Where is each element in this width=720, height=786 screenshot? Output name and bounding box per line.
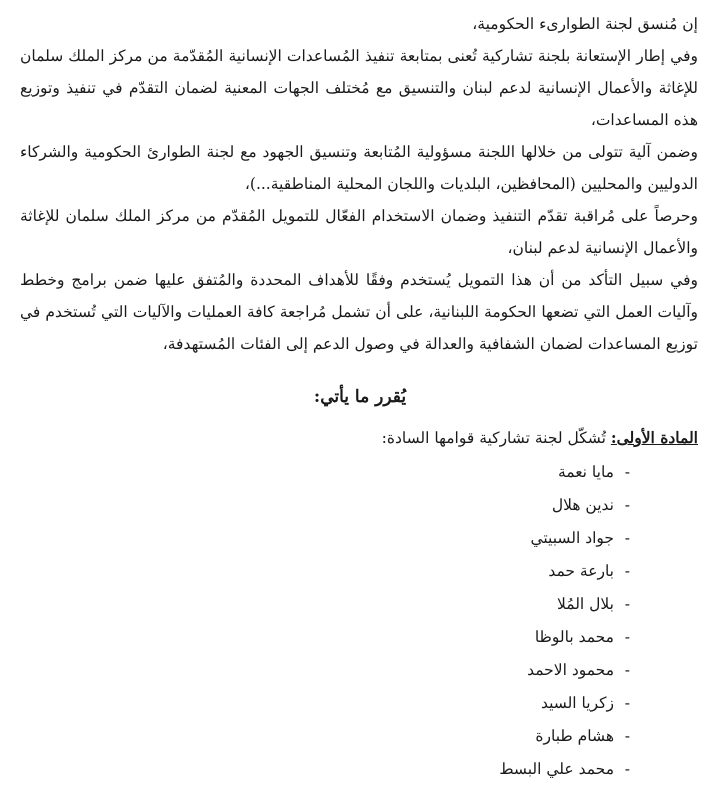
list-item bbox=[330, 588, 630, 621]
list-dash: - bbox=[624, 760, 630, 778]
member-name: بارعة حمد bbox=[548, 562, 614, 580]
list-item bbox=[330, 720, 630, 753]
list-item bbox=[330, 456, 630, 489]
member-name: هشام طبارة bbox=[535, 727, 614, 745]
list-item bbox=[330, 489, 630, 522]
list-dash: - bbox=[624, 496, 630, 514]
list-item bbox=[330, 621, 630, 654]
intro-paragraph-4: وحرصاً على مُراقبة تقدّم التنفيذ وضمان الاستخدام الفعّال للتمويل المُقدّم من مركز الملك سلمان للإغاثة والأعمال الإنسانية لدعم لبنان، bbox=[20, 207, 698, 257]
member-name: محمود الاحمد bbox=[527, 661, 614, 679]
member-name: ندين هلال bbox=[551, 496, 614, 514]
article-one-text: تُشكّل لجنة تشاركية قوامها السادة: bbox=[381, 429, 606, 447]
list-dash: - bbox=[624, 463, 630, 481]
intro-paragraph-3: وضمن آلية تتولى من خلالها اللجنة مسؤولية المُتابعة وتنسيق الجهود مع لجنة الطوارئ الحكومية والشركاء الدوليين والمحليين (المحافظين، البلديات واللجان المحلية المناطقية...)، bbox=[20, 143, 698, 193]
article-one bbox=[20, 424, 698, 452]
intro-paragraph-2: وفي إطار الإستعانة بلجنة تشاركية تُعنى بمتابعة تنفيذ المُساعدات الإنسانية المُقدّمة من مركز الملك سلمان للإغاثة والأعمال الإنسانية لدعم لبنان والتنسيق مع مُختلف الجهات المعنية لضمان التقدّم في تنفيذ وتوزيع هذه المساعدات، bbox=[20, 47, 698, 129]
list-item bbox=[330, 687, 630, 720]
list-dash: - bbox=[624, 628, 630, 646]
intro-paragraph-5: وفي سبيل التأكد من أن هذا التمويل يُستخدم وفقًا للأهداف المحددة والمُتفق عليها ضمن برامج وخطط وآليات العمل التي تضعها الحكومة اللبنانية، على أن تشمل مُراجعة كافة العمليات والآليات التي تُستخدم في توزيع المساعدات لضمان الشفافية والعدالة في وصول الدعم إلى الفئات المُستهدفة، bbox=[20, 271, 698, 353]
member-name: محمد بالوظا bbox=[534, 628, 614, 646]
list-item bbox=[330, 654, 630, 687]
list-item bbox=[330, 522, 630, 555]
member-name: جواد السبيتي bbox=[530, 529, 614, 547]
article-one-label: المادة الأولى: bbox=[610, 428, 698, 447]
list-dash: - bbox=[624, 727, 630, 745]
committee-members-list bbox=[330, 456, 630, 786]
list-dash: - bbox=[624, 562, 630, 580]
member-name: بلال المُلا bbox=[557, 595, 614, 613]
member-name: زكريا السيد bbox=[540, 694, 614, 712]
list-item bbox=[330, 753, 630, 786]
member-name: مايا نعمة bbox=[557, 463, 614, 481]
list-dash: - bbox=[624, 694, 630, 712]
decree-heading: يُقرر ما يأتي: bbox=[313, 387, 407, 407]
list-dash: - bbox=[624, 595, 630, 613]
list-dash: - bbox=[624, 529, 630, 547]
member-name: محمد علي البسط bbox=[499, 760, 614, 778]
intro-paragraph-1: إن مُنسق لجنة الطوارىء الحكومية، bbox=[472, 15, 698, 33]
list-item bbox=[330, 555, 630, 588]
list-dash: - bbox=[624, 661, 630, 679]
